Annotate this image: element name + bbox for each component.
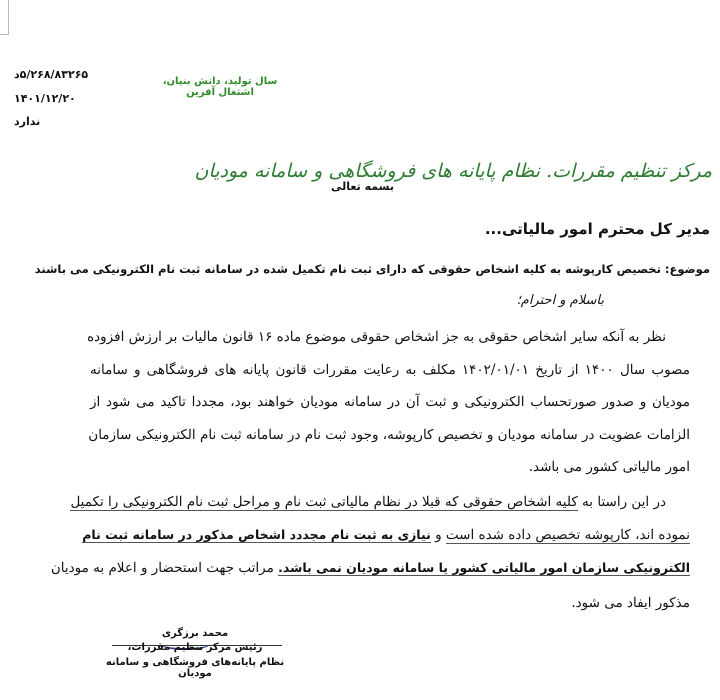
bismillah: بسمه تعالی bbox=[331, 180, 394, 193]
letterhead: مرکز تنظیم مقررات. نظام پایانه های فروشگاهی و سامانه مودیان bbox=[194, 160, 712, 182]
underlined-text: کلیه اشخاص حقوقی که قبلا در نظام مالیاتی ثبت نام و مراحل ثبت نام الکترونیکی را تکمیل bbox=[70, 494, 578, 510]
body-line: مصوب سال ۱۴۰۰ از تاریخ ۱۴۰۲/۰۱/۰۱ مکلف به رعایت مقررات قانون پایانه های فروشگاهی و سامانه bbox=[90, 362, 690, 378]
body-line bbox=[70, 491, 690, 513]
text: مراتب جهت استحضار و اعلام به مودیان bbox=[50, 560, 279, 576]
underlined-text: نموده اند، کارپوشه تخصیص داده شده است bbox=[445, 527, 690, 543]
body-line: نظر به آنکه سایر اشخاص حقوقی به جز اشخاص حقوقی موضوع ماده ۱۶ قانون مالیات بر ارزش افزوده bbox=[87, 329, 666, 345]
body-line: امور مالیاتی کشور می باشد. bbox=[528, 459, 690, 475]
signatory-organization: نظام پایانه‌های فروشگاهی و سامانه مودیان bbox=[105, 657, 285, 679]
body-line: الزامات عضویت در سامانه مودیان و تخصیص کارپوشه، وجود ثبت نام در سامانه ثبت نام الکترونیکی سازمان bbox=[88, 427, 690, 443]
subject-line: موضوع: تخصیص کارپوشه به کلیه اشخاص حقوقی که دارای ثبت نام تکمیل شده در سامانه ثبت نام الکترونیکی می باشند bbox=[34, 262, 710, 276]
signatory-title: رئیس مرکز تنظیم مقررات، bbox=[127, 642, 263, 653]
body-line: مذکور ایفاد می شود. bbox=[571, 595, 690, 611]
text: در این راستا به bbox=[577, 494, 666, 510]
letter-date: ۱۴۰۱/۱۲/۲۰ bbox=[14, 92, 76, 105]
addressee: مدیر کل محترم امور مالیاتی... bbox=[484, 220, 710, 238]
text: و bbox=[430, 527, 446, 543]
page-corner-mark bbox=[0, 0, 9, 35]
greeting: باسلام و احترام؛ bbox=[516, 293, 604, 308]
body-line bbox=[50, 557, 690, 579]
bold-underlined-text: نیازی به ثبت نام مجددد اشخاص مذکور در سامانه ثبت نام bbox=[82, 527, 431, 542]
year-slogan: سال تولید، دانش بنیان، اشتغال آفرین bbox=[162, 76, 278, 98]
letter-number: ۵/۲۶۸/۸۳۲۶۵د bbox=[14, 68, 89, 81]
letter-attachment: ندارد bbox=[14, 115, 41, 128]
body-line: مودیان و صدور صورتحساب الکترونیکی و ثبت آن در سامانه مودیان خواهند بود، مجددا تاکید می شود از bbox=[90, 394, 690, 410]
body-line bbox=[82, 524, 690, 546]
bold-underlined-text: الکترونیکی سازمان امور مالیاتی کشور یا سامانه مودیان نمی باشد. bbox=[278, 560, 690, 575]
signatory-name: محمد برزگری bbox=[161, 628, 229, 639]
